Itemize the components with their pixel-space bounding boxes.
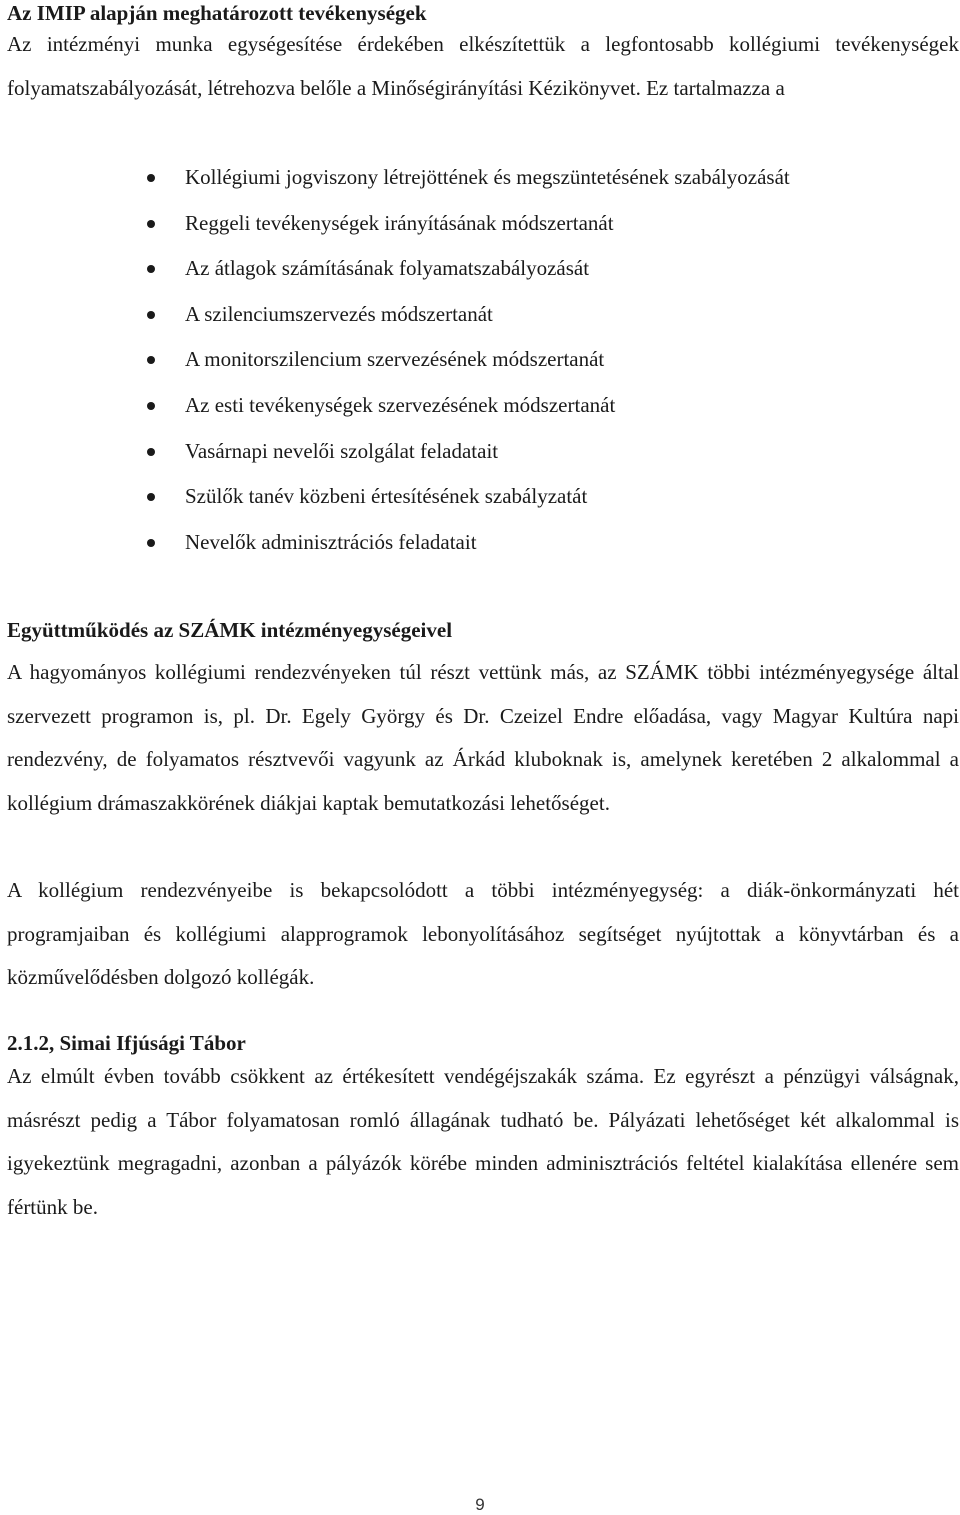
bullet-icon <box>147 539 155 547</box>
bullet-icon <box>147 174 155 182</box>
list-item: A szilenciumszervezés módszertanát <box>7 292 957 338</box>
list-item: Vasárnapi nevelői szolgálat feladatait <box>7 429 957 475</box>
activity-list <box>7 155 957 565</box>
list-item: Az átlagok számításának folyamatszabályozását <box>7 246 957 292</box>
bullet-icon <box>147 265 155 273</box>
bullet-icon <box>147 311 155 319</box>
page-number: 9 <box>475 1495 485 1514</box>
section-paragraph-cooperation-2: A kollégium rendezvényeibe is bekapcsolódott a többi intézményegység: a diák-önkormányzati hét programjaiban és kollégiumi alapprogramok lebonyolításához segítséget nyújtottak a könyvtárban és a közművelődésben dolgozó kollégák. <box>7 878 959 989</box>
section-paragraph-imip: Az intézményi munka egységesítése érdekében elkészítettük a legfontosabb kollégiumi tevékenységek folyamatszabályozását, létrehozva belőle a Minőségirányítási Kézikönyvet. Ez tartalmazza a <box>7 32 959 100</box>
bullet-icon <box>147 448 155 456</box>
list-item: Az esti tevékenységek szervezésének módszertanát <box>7 383 957 429</box>
section-heading-cooperation: Együttműködés az SZÁMK intézményegységeivel <box>7 618 453 642</box>
section-heading-imip: Az IMIP alapján meghatározott tevékenységek <box>7 1 427 25</box>
bullet-icon <box>147 220 155 228</box>
list-item: A monitorszilencium szervezésének módszertanát <box>7 337 957 383</box>
section-heading-camp: 2.1.2, Simai Ifjúsági Tábor <box>7 1031 246 1055</box>
bullet-icon <box>147 402 155 410</box>
section-paragraph-camp: Az elmúlt évben tovább csökkent az értékesített vendégéjszakák száma. Ez egyrészt a pénzügyi válságnak, másrészt pedig a Tábor folyamatosan romló állagának tudható be. Pályázati lehetőséget két alkalommal is igyekeztünk megragadni, azonban a pályázók körébe minden adminisztrációs feltétel kialakítása ellenére sem fértünk be. <box>7 1064 959 1219</box>
bullet-icon <box>147 493 155 501</box>
list-item: Nevelők adminisztrációs feladatait <box>7 520 957 566</box>
section-paragraph-cooperation-1: A hagyományos kollégiumi rendezvényeken túl részt vettünk más, az SZÁMK többi intézményegysége által szervezett programon is, pl. Dr. Egely György és Dr. Czeizel Endre előadása, vagy Magyar Kultúra napi rendezvény, de folyamatos résztvevői vagyunk az Árkád kluboknak is, amelynek keretében 2 alkalommal a kollégium drámaszakkörének diákjai kaptak bemutatkozási lehetőséget. <box>7 660 959 815</box>
list-item: Reggeli tevékenységek irányításának módszertanát <box>7 201 957 247</box>
list-item: Szülők tanév közbeni értesítésének szabályzatát <box>7 474 957 520</box>
list-item: Kollégiumi jogviszony létrejöttének és megszüntetésének szabályozását <box>7 155 957 201</box>
bullet-icon <box>147 356 155 364</box>
